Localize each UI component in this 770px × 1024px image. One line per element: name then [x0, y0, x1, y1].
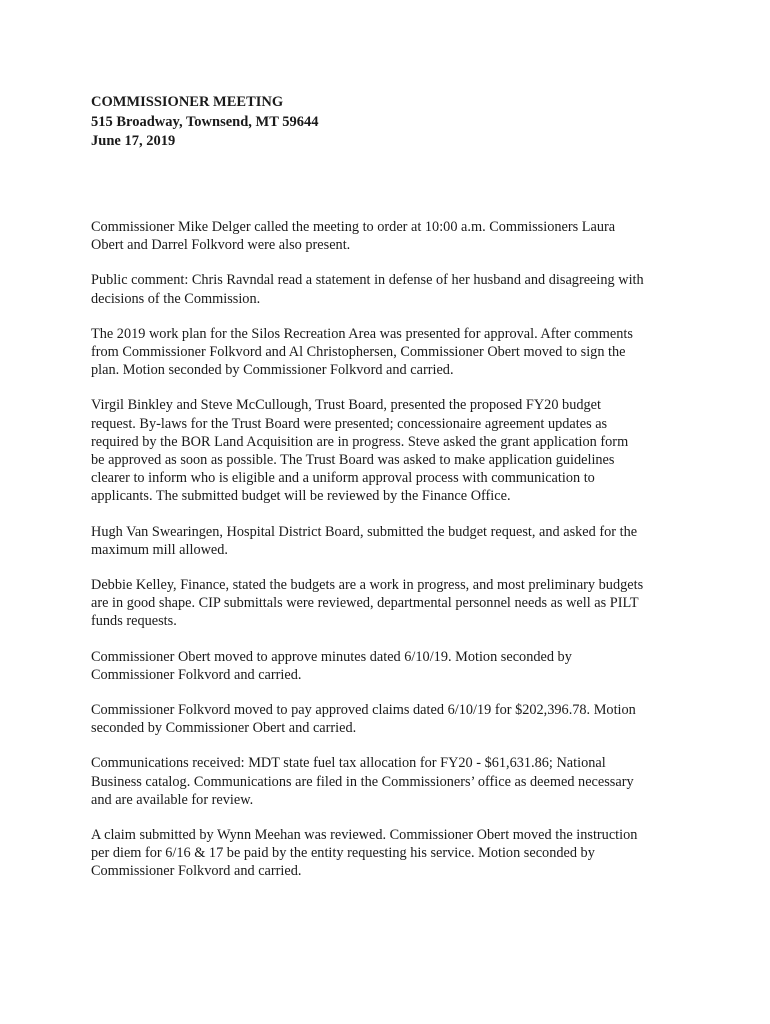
paragraph-line: funds requests. [91, 613, 177, 630]
paragraph-line: Obert and Darrel Folkvord were also present. [91, 237, 351, 254]
paragraph-line: Debbie Kelley, Finance, stated the budgets are a work in progress, and most preliminary budgets [91, 577, 644, 594]
document-header [91, 93, 691, 152]
paragraph-line: request. By-laws for the Trust Board were presented; concessionaire agreement updates as [91, 415, 608, 432]
meeting-address: 515 Broadway, Townsend, MT 59644 [91, 113, 319, 130]
paragraph-line: applicants. The submitted budget will be reviewed by the Finance Office. [91, 488, 511, 505]
paragraph-line: Commissioner Folkvord moved to pay approved claims dated 6/10/19 for $202,396.78. Motion [91, 702, 636, 719]
minutes-paragraph [91, 754, 691, 809]
paragraph-line: Commissioner Mike Delger called the meeting to order at 10:00 a.m. Commissioners Laura [91, 219, 616, 235]
paragraph-line: maximum mill allowed. [91, 541, 228, 558]
paragraph-line: and are available for review. [91, 791, 254, 808]
paragraph-line: Business catalog. Communications are filed in the Commissioners’ office as deemed necessary [91, 773, 634, 790]
paragraph-line: The 2019 work plan for the Silos Recreation Area was presented for approval. After comments [91, 325, 633, 342]
minutes-paragraph [91, 648, 691, 684]
meeting-title: COMMISSIONER MEETING [91, 94, 284, 110]
paragraph-line: Hugh Van Swearingen, Hospital District Board, submitted the budget request, and asked for the [91, 523, 638, 540]
minutes-paragraph [91, 271, 691, 307]
paragraph-line: A claim submitted by Wynn Meehan was reviewed. Commissioner Obert moved the instruction [91, 827, 638, 844]
meeting-date: June 17, 2019 [91, 133, 176, 149]
minutes-paragraph [91, 701, 691, 737]
paragraph-line: plan. Motion seconded by Commissioner Folkvord and carried. [91, 362, 454, 379]
paragraph-line: per diem for 6/16 & 17 be paid by the entity requesting his service. Motion seconded by [91, 845, 595, 862]
minutes-paragraph [91, 325, 691, 380]
paragraph-line: be approved as soon as possible. The Trust Board was asked to make application guidelines [91, 452, 615, 469]
minutes-paragraph [91, 826, 691, 881]
paragraph-line: Commissioner Folkvord and carried. [91, 863, 302, 880]
paragraph-line: decisions of the Commission. [91, 290, 261, 307]
paragraph-line: Commissioner Obert moved to approve minutes dated 6/10/19. Motion seconded by [91, 648, 572, 665]
minutes-paragraph [91, 218, 691, 254]
minutes-body [91, 218, 691, 898]
paragraph-line: clearer to inform who is eligible and a uniform approval process with communication to [91, 470, 595, 487]
paragraph-line: Commissioner Folkvord and carried. [91, 666, 302, 683]
paragraph-line: Virgil Binkley and Steve McCullough, Trust Board, presented the proposed FY20 budget [91, 397, 601, 414]
paragraph-line: required by the BOR Land Acquisition are in progress. Steve asked the grant application form [91, 433, 629, 450]
paragraph-line: Communications received: MDT state fuel tax allocation for FY20 - $61,631.86; National [91, 755, 606, 772]
minutes-paragraph [91, 396, 691, 505]
minutes-paragraph [91, 523, 691, 559]
paragraph-line: Public comment: Chris Ravndal read a statement in defense of her husband and disagreeing with [91, 272, 644, 289]
paragraph-line: from Commissioner Folkvord and Al Christophersen, Commissioner Obert moved to sign the [91, 344, 626, 361]
paragraph-line: seconded by Commissioner Obert and carried. [91, 720, 357, 737]
minutes-paragraph [91, 576, 691, 631]
paragraph-line: are in good shape. CIP submittals were reviewed, departmental personnel needs as well as PILT [91, 595, 639, 612]
